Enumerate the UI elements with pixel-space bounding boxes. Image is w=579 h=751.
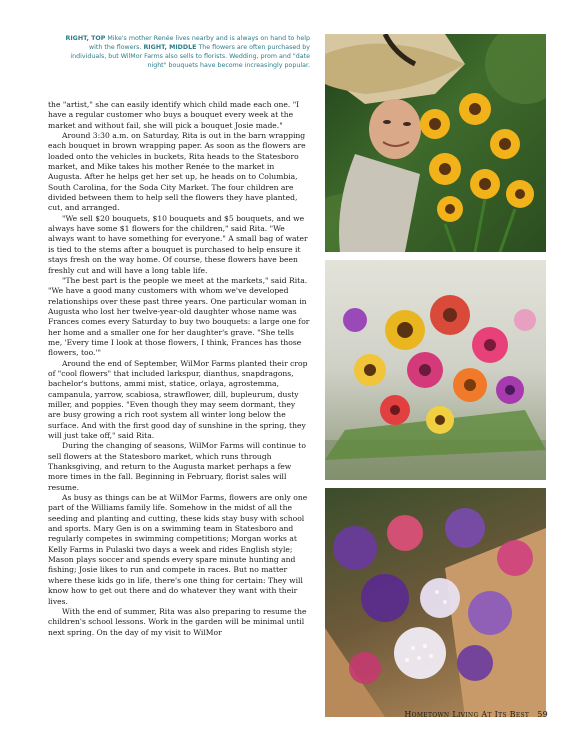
paragraph: "The best part is the people we meet at the markets," said Rita. "We have a good many customers with whom we've developed relationships over these past three years. One particular woman in Augusta who lost her twelve-year-old daughter whose name was Frances comes every Saturday to buy two bouquets: a large one for her home and a smaller one for her daughter's grave. "She tells me, 'Every time I look at those flowers, I think, Frances has those flowers, too.'"	[48, 275, 310, 358]
photo-wrapped-bouquets	[325, 488, 546, 717]
paragraph: With the end of summer, Rita was also preparing to resume the children's school lessons. Work in the garden will be minimal until next spring. On the day of my visit to WilMor	[48, 606, 307, 637]
paragraph: the "artist," she can easily identify which child made each one. "I have a regular customer who buys a bouquet every week at the market and without fail, she will pick a bouquet Josie made."	[48, 100, 300, 130]
caption-label-top: RIGHT, TOP	[65, 35, 106, 42]
caption-text-top: Mike's mother Renée lives nearby and is always on hand to help with the flowers.	[89, 35, 310, 51]
caption-label-middle: RIGHT, MIDDLE	[143, 44, 197, 51]
publication-name: Hometown Living At Its Best	[404, 710, 530, 719]
photo-caption	[58, 34, 310, 70]
photo-flower-bouquet	[325, 260, 546, 480]
paragraph: Around the end of September, WilMor Farms planted their crop of "cool flowers" that included larkspur, dianthus, snapdragons, bachelor's buttons, ammi mist, statice, orlaya, agrostemma, campanula, yarrow, scabiosa, strawflower, dill, bupleurum, dusty miller, and poppies. "Even though they may seem dormant, they are busy growing a rich root system all winter long below the surface. And with the first good day of sunshine in the spring, they will just take off," said Rita.	[48, 358, 308, 440]
page-number: 59	[537, 710, 548, 719]
page-footer	[380, 710, 548, 719]
paragraph: As busy as things can be at WilMor Farms, flowers are only one part of the Williams family life. Somehow in the midst of all the seeding and planting and cutting, these kids stay busy with school and sports. Mary Gen is on a swimming team in Statesboro and regularly competes in swimming competitions; Morgan works at Kelly Farms in Pulaski two days a week and rides English style; Mason plays soccer and spends every spare minute hunting and fishing; Josie likes to run and compete in races. But no matter where these kids go in life, there's one thing for certain: They will know how to get out there and do whatever they want with their lives.	[48, 493, 308, 606]
paragraph: Around 3:30 a.m. on Saturday, Rita is out in the barn wrapping each bouquet in brown wrapping paper. As soon as the flowers are loaded onto the vehicles in buckets, Rita heads to the Statesboro market, and Mike takes his mother Renée to the market in Augusta. After he helps get her set up, he heads on to Columbia, South Carolina, for the Soda City Market. The four children are divided between them to help sell the flowers they have planted, cut, and arranged.	[48, 131, 306, 213]
paragraph: During the changing of seasons, WilMor Farms will continue to sell flowers at the Statesboro market, which runs through Thanksgiving, and return to the Augusta market perhaps a few more times in the fall. Beginning in February, florist sales will resume.	[48, 441, 306, 492]
article-body	[48, 100, 310, 638]
photo-woman-with-sunflowers	[325, 34, 546, 252]
caption-text-middle: The flowers are often purchased by individuals, but WilMor Farms also sells to florists. Wedding, prom and "date night" bouquets have become increasingly popular.	[70, 44, 310, 69]
paragraph: "We sell $20 bouquets, $10 bouquets and $5 bouquets, and we always have some $1 flowers for the children," said Rita. "We always want to have something for everyone." A small bag of water is tied to the stems after a bouquet is purchased to help ensure it stays fresh on the way home. Of course, these flowers have been freshly cut and will have a long table life.	[48, 213, 308, 275]
